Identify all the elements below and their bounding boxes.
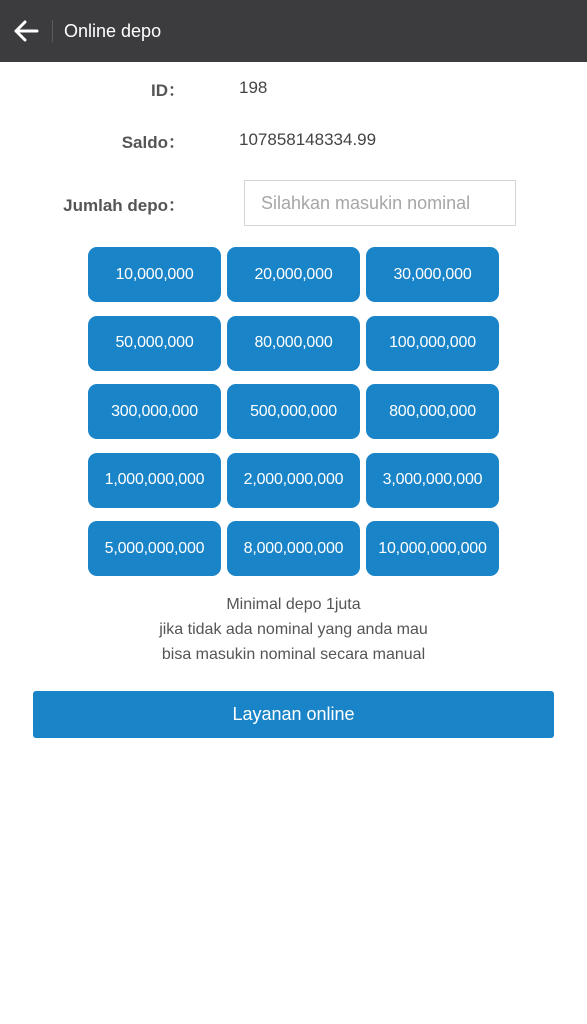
online-service-button[interactable]: Layanan online (33, 691, 554, 738)
preset-amount-grid (88, 247, 500, 576)
preset-amount-button[interactable]: 800,000,000 (366, 384, 499, 439)
top-bar (0, 0, 587, 62)
preset-amount-button[interactable]: 30,000,000 (366, 247, 499, 302)
id-label: ID： (151, 80, 185, 100)
back-button[interactable] (0, 0, 52, 62)
saldo-value: 107858148334.99 (239, 130, 377, 149)
preset-amount-button[interactable]: 8,000,000,000 (227, 521, 360, 576)
preset-amount-button[interactable]: 3,000,000,000 (366, 453, 499, 508)
preset-amount-button[interactable]: 5,000,000,000 (88, 521, 221, 576)
preset-amount-button[interactable]: 1,000,000,000 (88, 453, 221, 508)
amount-input[interactable] (244, 180, 516, 226)
saldo-label: Saldo： (121, 132, 185, 152)
preset-amount-button[interactable]: 300,000,000 (88, 384, 221, 439)
preset-amount-button[interactable]: 20,000,000 (227, 247, 360, 302)
preset-amount-button[interactable]: 500,000,000 (227, 384, 360, 439)
preset-amount-button[interactable]: 100,000,000 (366, 316, 499, 371)
id-row (0, 73, 587, 103)
amount-label: Jumlah depo： (63, 195, 185, 215)
id-value: 198 (239, 78, 268, 97)
saldo-row (0, 125, 587, 155)
preset-amount-button[interactable]: 50,000,000 (88, 316, 221, 371)
preset-amount-button[interactable]: 2,000,000,000 (227, 453, 360, 508)
preset-amount-button[interactable]: 80,000,000 (227, 316, 360, 371)
preset-amount-button[interactable]: 10,000,000 (88, 247, 221, 302)
header-divider (52, 20, 53, 42)
page-title: Online depo (64, 20, 162, 41)
arrow-left-icon (13, 20, 39, 42)
preset-amount-button[interactable]: 10,000,000,000 (366, 521, 499, 576)
deposit-note (0, 592, 587, 667)
note-line: Minimal depo 1juta (226, 596, 361, 613)
note-line: jika tidak ada nominal yang anda mau (159, 621, 428, 638)
note-line: bisa masukin nominal secara manual (161, 646, 426, 663)
